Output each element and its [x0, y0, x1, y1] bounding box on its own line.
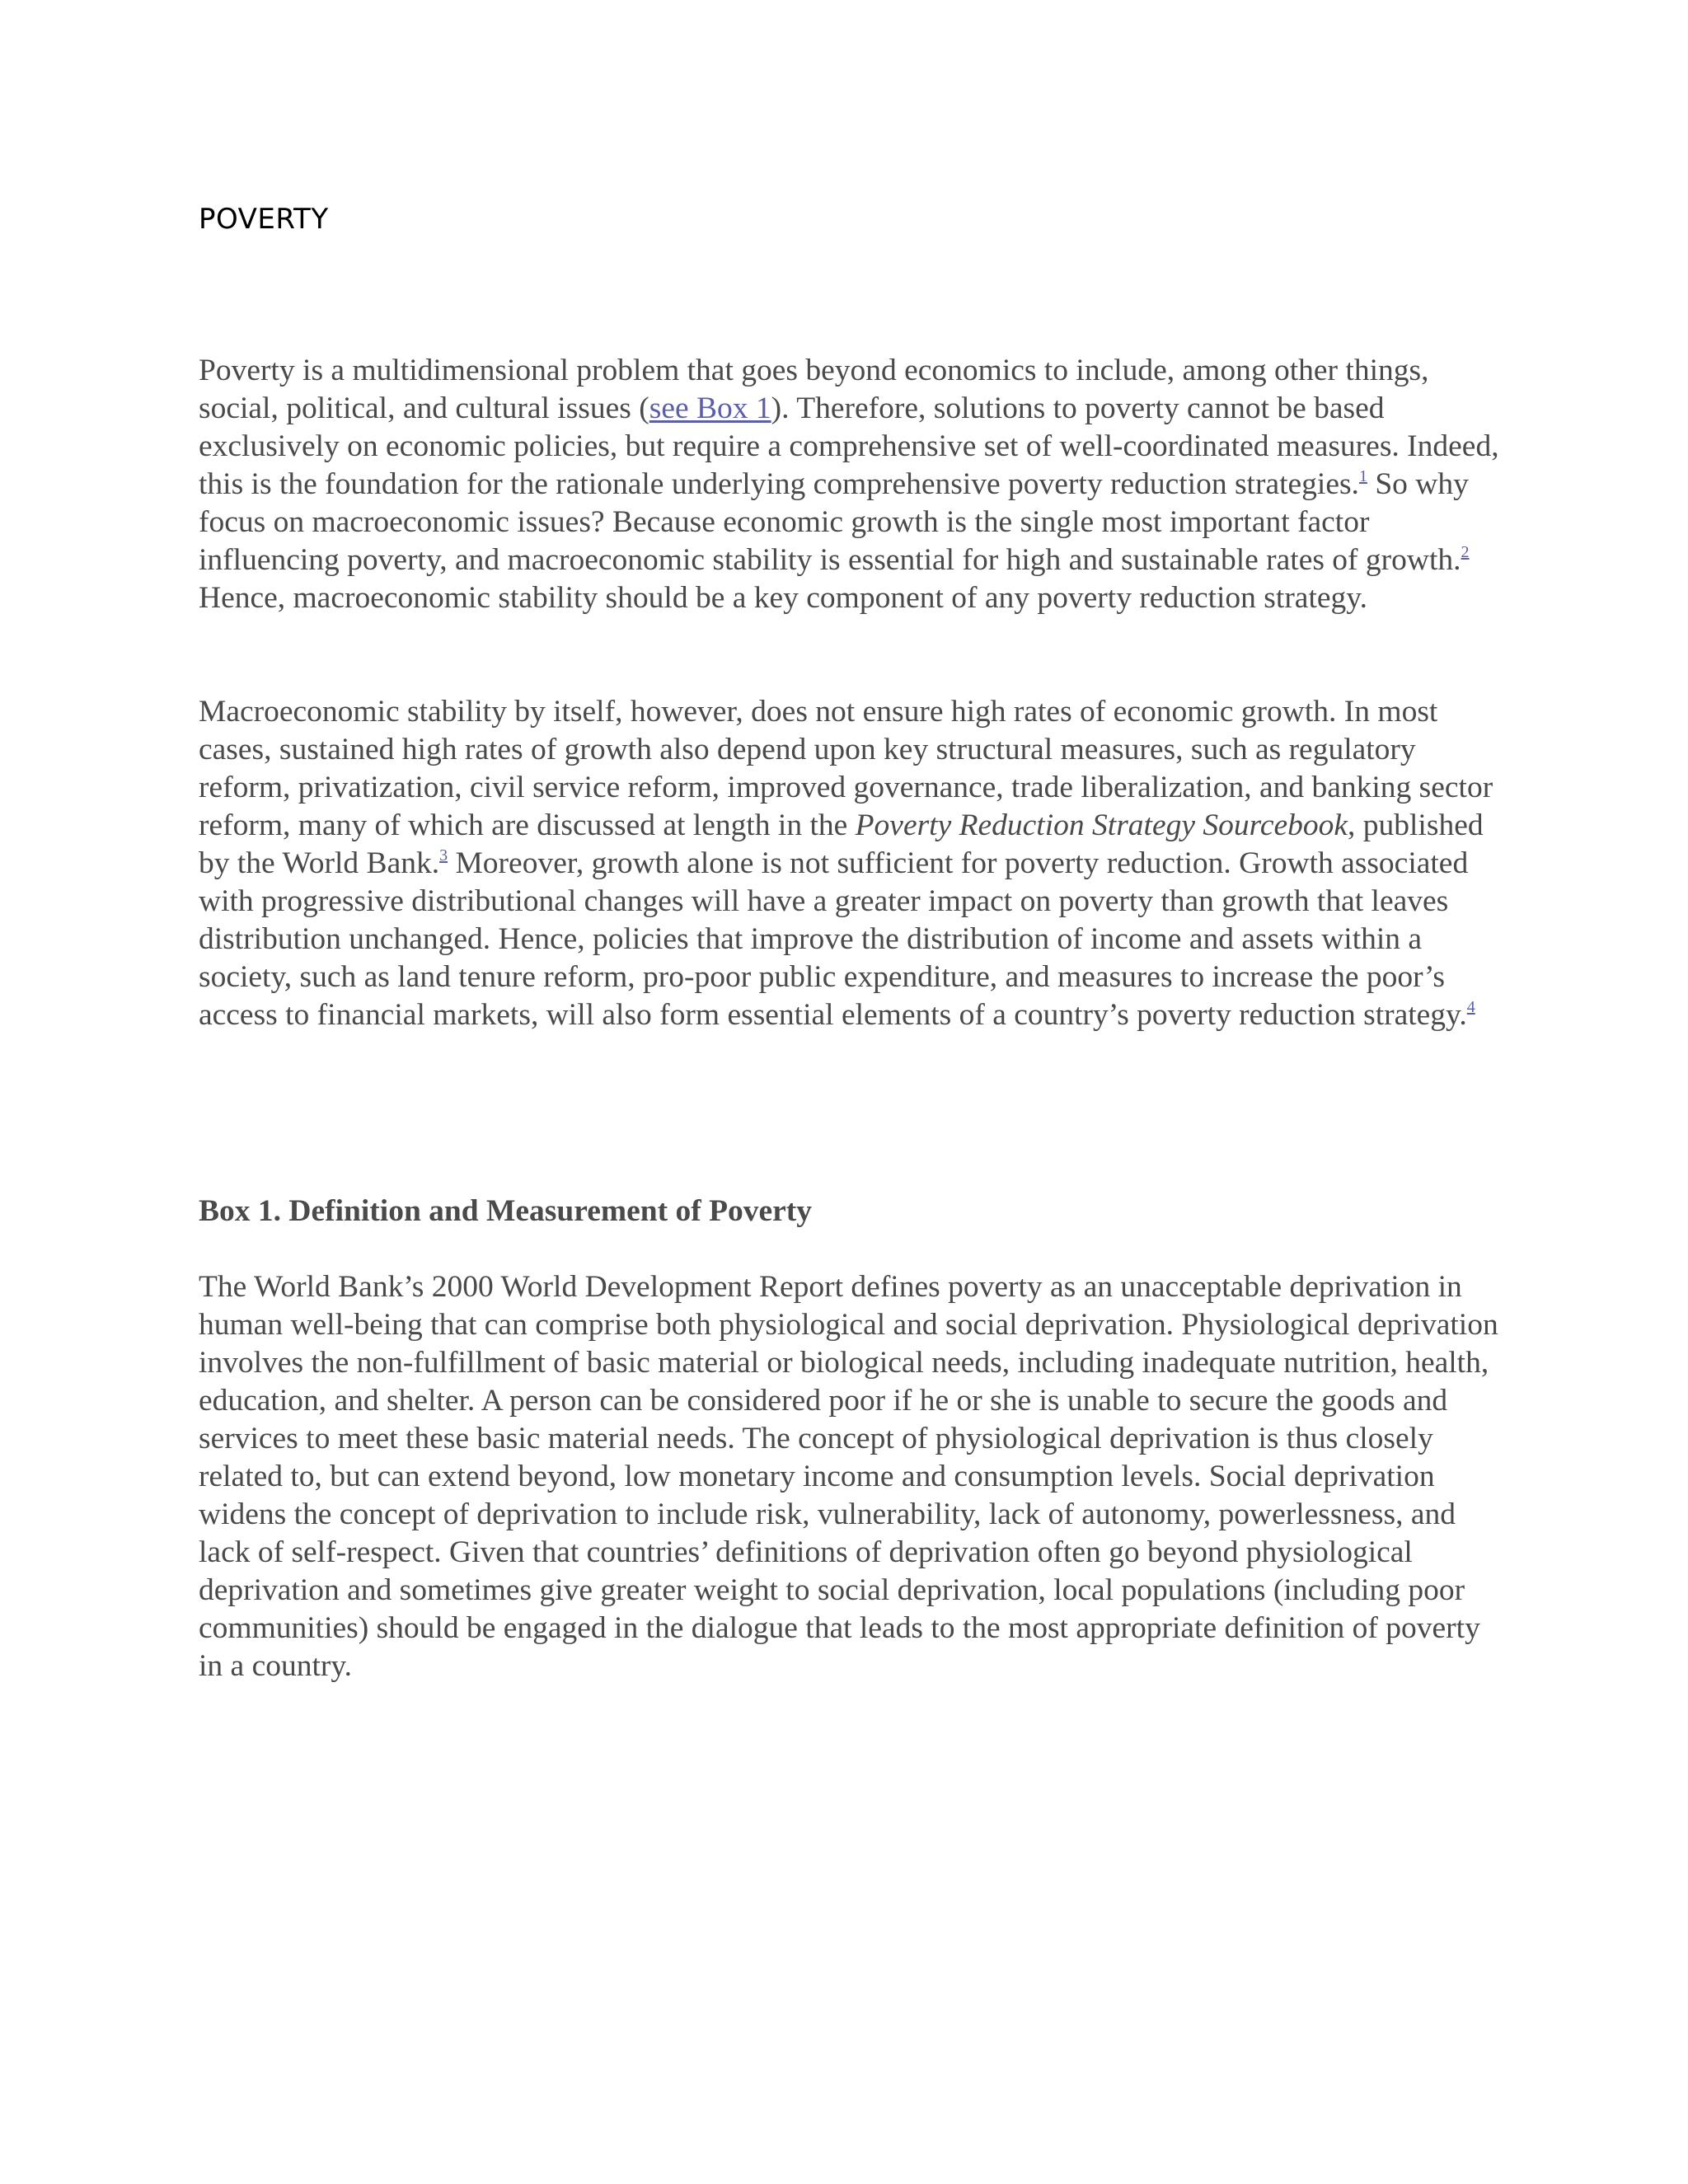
stability-text-1: Macroeconomic stability by itself, however, does not ensure high rates of economic growth. In most cases, sustained high rates of growth also depend upon key structural measures, such as regulatory reform, privatization, civil service reform, improved governance, trade liberalization, and banking sector reform, many of which are discussed at length in the [199, 695, 1493, 842]
footnote-2-link[interactable]: 2 [1461, 543, 1470, 561]
footnote-4-link[interactable]: 4 [1466, 998, 1475, 1016]
intro-text-1: Poverty is a multidimensional problem that goes beyond economics to include, among other things, social, political, and cultural issues ( [199, 354, 1429, 425]
box-1-heading: Box 1. Definition and Measurement of Poverty [199, 1194, 813, 1228]
footnote-3-link[interactable]: 3 [439, 846, 448, 865]
box-1-paragraph: The World Bank’s 2000 World Development Report defines poverty as an unacceptable deprivation in human well-being that can comprise both physiological and social deprivation. Physiological deprivation involves the non-fulfillment of basic material or biological needs, including inadequate nutrition, health, education, and shelter. A person can be considered poor if he or she is unable to secure the goods and services to meet these basic material needs. The concept of physiological deprivation is thus closely related to, but can extend beyond, low monetary income and consumption levels. Social deprivation widens the concept of deprivation to include risk, vulnerability, lack of autonomy, powerlessness, and lack of self-respect. Given that countries’ definitions of deprivation often go beyond physiological deprivation and sometimes give greater weight to social deprivation, local populations (including poor communities) should be engaged in the dialogue that leads to the most appropriate definition of poverty in a country. [199, 1270, 1498, 1683]
intro-text-3: So why focus on macroeconomic issues? Because economic growth is the single most important factor influencing poverty, and macroeconomic stability is essential for high and sustainable rates of growth. [199, 467, 1469, 577]
see-box-1-link[interactable]: see Box 1 [649, 391, 771, 425]
page-title: POVERTY [199, 203, 329, 236]
intro-text-4: Hence, macroeconomic stability should be a key component of any poverty reduction strategy. [199, 581, 1367, 615]
footnote-1-link[interactable]: 1 [1358, 467, 1367, 485]
intro-paragraph [199, 352, 1509, 617]
intro-text-2: ). Therefore, solutions to poverty cannot be based exclusively on economic policies, but require a comprehensive set of well-coordinated measures. Indeed, this is the foundation for the rationale underlying comprehensive poverty reduction strategies. [199, 391, 1499, 501]
sourcebook-title: Poverty Reduction Strategy Sourcebook [855, 808, 1348, 842]
stability-text-2: , published by the World Bank. [199, 808, 1484, 880]
stability-text-3: Moreover, growth alone is not sufficient for poverty reduction. Growth associated with progressive distributional changes will have a greater impact on poverty than growth that leaves distribution unchanged. Hence, policies that improve the distribution of income and assets within a society, such as land tenure reform, pro-poor public expenditure, and measures to increase the poor’s access to financial markets, will also form essential elements of a country’s poverty reduction strategy. [199, 846, 1469, 1032]
stability-paragraph [199, 693, 1509, 1034]
